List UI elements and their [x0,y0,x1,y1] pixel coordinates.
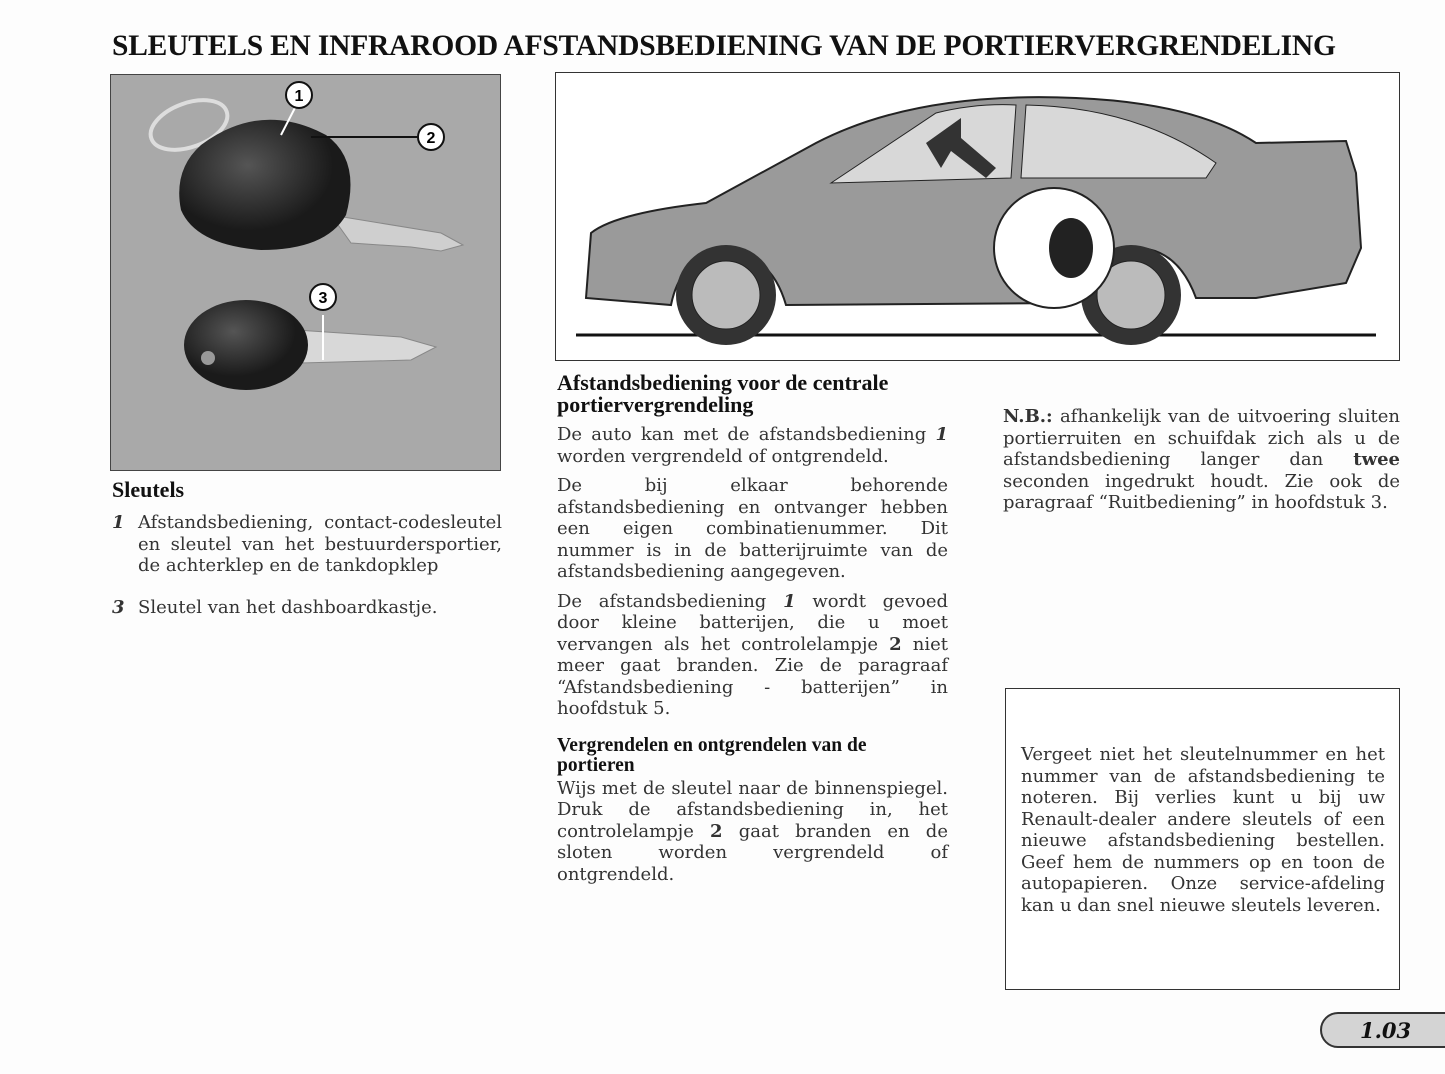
text: seconden ingedrukt houdt. Zie ook de paragraaf “Ruitbediening” in hoofdstuk 3. [1003,470,1400,513]
callout-3: 3 [318,290,328,307]
keys-section [112,477,502,638]
text: gaat branden en de sloten worden vergrendeld of ontgrendeld. [557,820,948,885]
callout-1: 1 [294,88,304,105]
nb-label: N.B.: [1003,406,1053,427]
ref-number: 1 [783,590,796,612]
item-text: Afstandsbediening, contact-codesleutel en sleutel van het bestuurdersportier, de achterklep en de tankdopklep [138,512,502,576]
item-number: 3 [112,596,125,618]
text: niet meer gaat branden. Zie de paragraaf “Afstandsbediening - batterijen” in hoofdstuk 5. [557,633,948,719]
callout-2: 2 [426,130,436,147]
item-number: 1 [112,512,125,533]
text: De afstandsbediening [557,590,784,612]
nb-paragraph [1003,406,1400,514]
list-item [112,512,502,577]
paragraph: De bij elkaar behorende afstandsbediening en ontvanger hebben een eigen combinatienummer. Dit nummer is in de batterijruimte van de afstandsbediening aangegeven. [557,475,948,582]
text: afhankelijk van de uitvoering sluiten portierruiten en schuifdak zich als u de afstandsbediening langer dan [1003,406,1400,470]
text: Wijs met de sleutel naar de binnenspiegel. Druk de afstandsbediening in, het controlelampje [557,777,948,842]
note-text: Vergeet niet het sleutelnummer en het nummer van de afstandsbediening te noteren. Bij verlies kunt u bij uw Renault-dealer andere sleutels of een nieuwe afstandsbediening bestellen. Geef hem de nummers op en toon de autopapieren. Onze service-afdeling kan u dan snel nieuwe sleutels leveren. [1021,744,1385,916]
paragraph [557,424,948,467]
paragraph [557,778,948,886]
car-illustration [555,72,1400,361]
section-heading: Afstandsbediening voor de centrale portiervergrendeling [557,370,889,417]
section-heading: Sleutels [112,477,185,502]
emphasis: twee [1353,449,1400,470]
paragraph [557,591,948,720]
page-number-tab [1320,1012,1445,1048]
text: worden vergrendeld of ontgrendeld. [557,445,889,467]
ref-number: 2 [889,633,902,655]
text: De auto kan met de afstandsbediening [557,424,936,445]
list-item [112,597,502,619]
subheading: Vergrendelen en ontgrendelen van de portieren [557,734,867,776]
keys-illustration [111,75,500,470]
item-text: Sleutel van het dashboardkastje. [138,596,438,618]
nb-section [1003,406,1400,522]
car-drawing [556,73,1399,360]
remote-section [557,372,948,893]
text: wordt gevoed door kleine batterijen, die u moet vervangen als het controlelampje [557,590,949,655]
note-box [1005,688,1400,990]
ref-number: 1 [935,424,948,445]
keys-photo [110,74,501,471]
page-number: 1.03 [1360,1018,1412,1043]
ref-number: 2 [710,820,723,842]
page-title: SLEUTELS EN INFRAROOD AFSTANDSBEDIENING VAN DE PORTIERVERGRENDELING [112,30,1336,62]
